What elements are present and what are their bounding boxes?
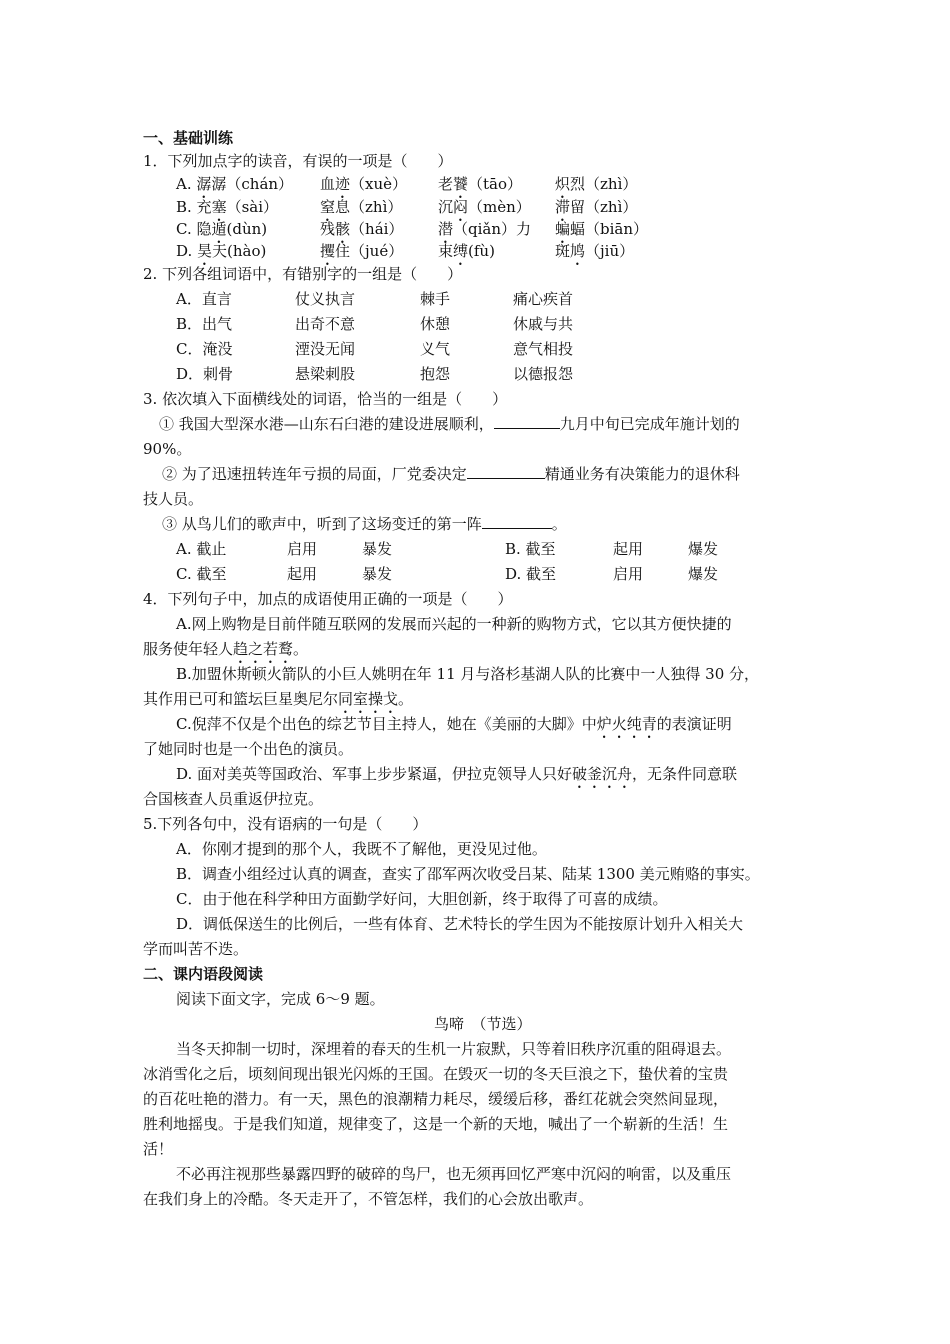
q1-option-d-word2: 攫住（jué） [320, 242, 404, 260]
q2-a-1: A．直言 [176, 290, 232, 308]
reading-p1-line1: 当冬天抑制一切时，深埋着的春天的生机一片寂默，只等着旧秩序沉重的阻碍退去。 [176, 1040, 732, 1058]
q3-b-1: B. 截至 [505, 540, 556, 558]
q1-option-b-word2: 窒息（zhì） [320, 198, 403, 216]
q3-blank-1 [494, 414, 560, 429]
q5-option-c: C．由于他在科学种田方面勤学好问，大胆创新，终于取得了可喜的成绩。 [176, 890, 668, 908]
q3-a-1: A. 截止 [176, 540, 227, 558]
q2-d-1: D．刺骨 [176, 365, 234, 383]
question-2-stem: 2. 下列各组词语中，有错别字的一组是（ ） [143, 265, 463, 283]
q3-s1-before-blank: ① 我国大型深水港—山东石臼港的建设进展顺利， [159, 415, 494, 433]
q3-a-2: 启用 [287, 540, 318, 558]
reading-p1-line3: 的百花吐艳的潜力。有一天，黑色的浪潮精力耗尽，缓缓后移，番红花就会突然间显现， [143, 1090, 729, 1108]
q5-option-d-line1: D．调低保送生的比例后，一些有体育、艺术特长的学生因为不能按原计划升入相关大 [176, 915, 744, 933]
q3-s2-before-blank: ② 为了迅速扭转连年亏损的局面，厂党委决定 [162, 465, 467, 483]
q2-c-2: 湮没无闻 [295, 340, 356, 358]
q1-option-a-word3: 老饕（tāo） [438, 175, 523, 193]
q4-c-end: 的表演证明 [656, 715, 732, 733]
reading-title: 鸟啼 （节选） [434, 1015, 532, 1033]
q1-option-a-word2: 血迹（xuè） [320, 175, 408, 193]
q4-option-a-line2 [143, 639, 308, 667]
section-title-reading: 二、课内语段阅读 [143, 965, 264, 983]
q4-d-text: D. 面对美英等国政治、军事上步步紧逼，伊拉克领导人只好 [176, 765, 573, 783]
reading-p1-line5: 活！ [143, 1140, 174, 1158]
q3-d-3: 爆发 [688, 565, 719, 583]
q3-s2-after-blank: 精通业务有决策能力的退休科 [544, 465, 740, 483]
q4-option-b-line1: B.加盟休斯顿火箭队的小巨人姚明在年 11 月与洛杉基湖人队的比赛中一人独得 30 分， [176, 665, 760, 683]
q2-b-1: B．出气 [176, 315, 233, 333]
q2-b-3: 休憩 [420, 315, 451, 333]
q2-c-1: C．淹没 [176, 340, 233, 358]
q3-blank-3 [482, 514, 552, 529]
question-1-stem: 1．下列加点字的读音，有误的一项是（ ） [143, 152, 453, 170]
reading-p2-line1: 不必再注视那些暴露四野的破碎的鸟尸，也无须再回忆严寒中沉闷的响雷，以及重压 [176, 1165, 732, 1183]
reading-p1-line4: 胜利地摇曳。于是我们知道，规律变了，这是一个新的天地，喊出了一个崭新的生活！生 [143, 1115, 729, 1133]
q3-sentence-2 [162, 464, 740, 484]
q3-s3-before-blank: ③ 从鸟儿们的歌声中，听到了这场变迁的第一阵 [162, 515, 482, 533]
reading-intro: 阅读下面文字，完成 6～9 题。 [176, 990, 385, 1008]
q1-option-d-word1: D. 昊天(hào) [176, 242, 267, 260]
q4-a-idiom: 趋之若鹜 [233, 640, 294, 658]
q3-a-3: 暴发 [362, 540, 393, 558]
q4-b-end: 。 [398, 690, 414, 708]
q3-d-1: D. 截至 [505, 565, 557, 583]
q2-d-4: 以德报怨 [513, 365, 574, 383]
q1-option-a-word4: 炽烈（zhì） [555, 175, 638, 193]
reading-p2-line2: 在我们身上的冷酷。冬天走开了，不管怎样，我们的心会放出歌声。 [143, 1190, 594, 1208]
q3-c-1: C. 截至 [176, 565, 227, 583]
q1-option-b-word3: 沉闷（mèn） [438, 198, 531, 216]
q1-option-a-word1: A. 潺潺（chán） [176, 175, 294, 193]
q4-option-d-line2: 合国核查人员重返伊拉克。 [143, 790, 324, 808]
q5-option-a: A．你刚才提到的那个人，我既不了解他，更没见过他。 [176, 840, 547, 858]
q4-option-c-line1 [176, 714, 732, 742]
q2-b-4: 休戚与共 [513, 315, 574, 333]
q2-d-3: 抱怨 [420, 365, 451, 383]
q3-sentence-1-cont: 90%。 [143, 440, 192, 458]
q4-d-idiom: 破釜沉舟 [572, 765, 633, 783]
q4-b-text: 其作用已可和篮坛巨星奥尼尔 [143, 690, 339, 708]
q2-a-4: 痛心疾首 [513, 290, 574, 308]
q1-option-b-word4: 滞留（zhì） [555, 198, 638, 216]
q1-option-c-word4: 蝙蝠（biān） [555, 220, 649, 238]
q1-option-c-word3: 潜（qiǎn）力 [438, 220, 532, 238]
q4-option-a-line1: A.网上购物是目前伴随互联网的发展而兴起的一种新的购物方式，它以其方便快捷的 [176, 615, 732, 633]
q1-option-d-word4: 斑鸠（jiū） [555, 242, 635, 260]
q2-d-2: 悬梁刺股 [295, 365, 356, 383]
q4-a-end: 。 [293, 640, 309, 658]
q3-b-2: 起用 [613, 540, 644, 558]
q3-sentence-1 [159, 414, 740, 434]
q2-c-4: 意气相投 [513, 340, 574, 358]
q4-b-idiom: 同室操戈 [338, 690, 399, 708]
q2-b-2: 出奇不意 [295, 315, 356, 333]
q4-option-b-line2 [143, 689, 413, 717]
q1-option-d-word3: 束缚(fù) [438, 242, 495, 260]
q2-a-3: 棘手 [420, 290, 451, 308]
section-title-basic-training: 一、基础训练 [143, 129, 234, 147]
q3-sentence-3 [162, 514, 567, 534]
question-3-stem: 3. 依次填入下面横线处的词语，恰当的一组是（ ） [143, 390, 508, 408]
q3-c-3: 暴发 [362, 565, 393, 583]
q5-option-d-line2: 学而叫苦不迭。 [143, 940, 249, 958]
q1-option-b-word1: B. 充塞（sài） [176, 198, 279, 216]
q3-d-2: 启用 [613, 565, 644, 583]
q3-sentence-2-cont: 技人员。 [143, 490, 204, 508]
q3-blank-2 [467, 464, 545, 479]
q1-option-c-word2: 残骸（hái） [320, 220, 404, 238]
reading-p1-line2: 冰消雪化之后，顷刻间现出银光闪烁的王国。在毁灭一切的冬天巨浪之下，蛰伏着的宝贵 [143, 1065, 729, 1083]
question-4-stem: 4．下列句子中，加点的成语使用正确的一项是（ ） [143, 590, 513, 608]
q4-option-c-line2: 了她同时也是一个出色的演员。 [143, 740, 354, 758]
q4-c-text: C.倪萍不仅是个出色的综艺节目主持人，她在《美丽的大脚》中 [176, 715, 597, 733]
q2-a-2: 仗义执言 [295, 290, 356, 308]
q4-c-idiom: 炉火纯青 [596, 715, 657, 733]
question-5-stem: 5.下列各句中，没有语病的一句是（ ） [143, 815, 428, 833]
q4-a-text: 服务使年轻人 [143, 640, 234, 658]
q2-c-3: 义气 [420, 340, 451, 358]
q4-option-d-line1 [176, 764, 737, 792]
q3-c-2: 起用 [287, 565, 318, 583]
q3-b-3: 爆发 [688, 540, 719, 558]
q3-s1-after-blank: 九月中旬已完成年施计划的 [559, 415, 740, 433]
q3-s3-after-blank: 。 [551, 515, 567, 533]
q4-d-end: ，无条件同意联 [632, 765, 738, 783]
q1-option-c-word1: C. 隐遁(dùn) [176, 220, 268, 238]
q5-option-b: B．调查小组经过认真的调查，查实了邵军两次收受吕某、陆某 1300 美元贿赂的事实。 [176, 865, 760, 883]
